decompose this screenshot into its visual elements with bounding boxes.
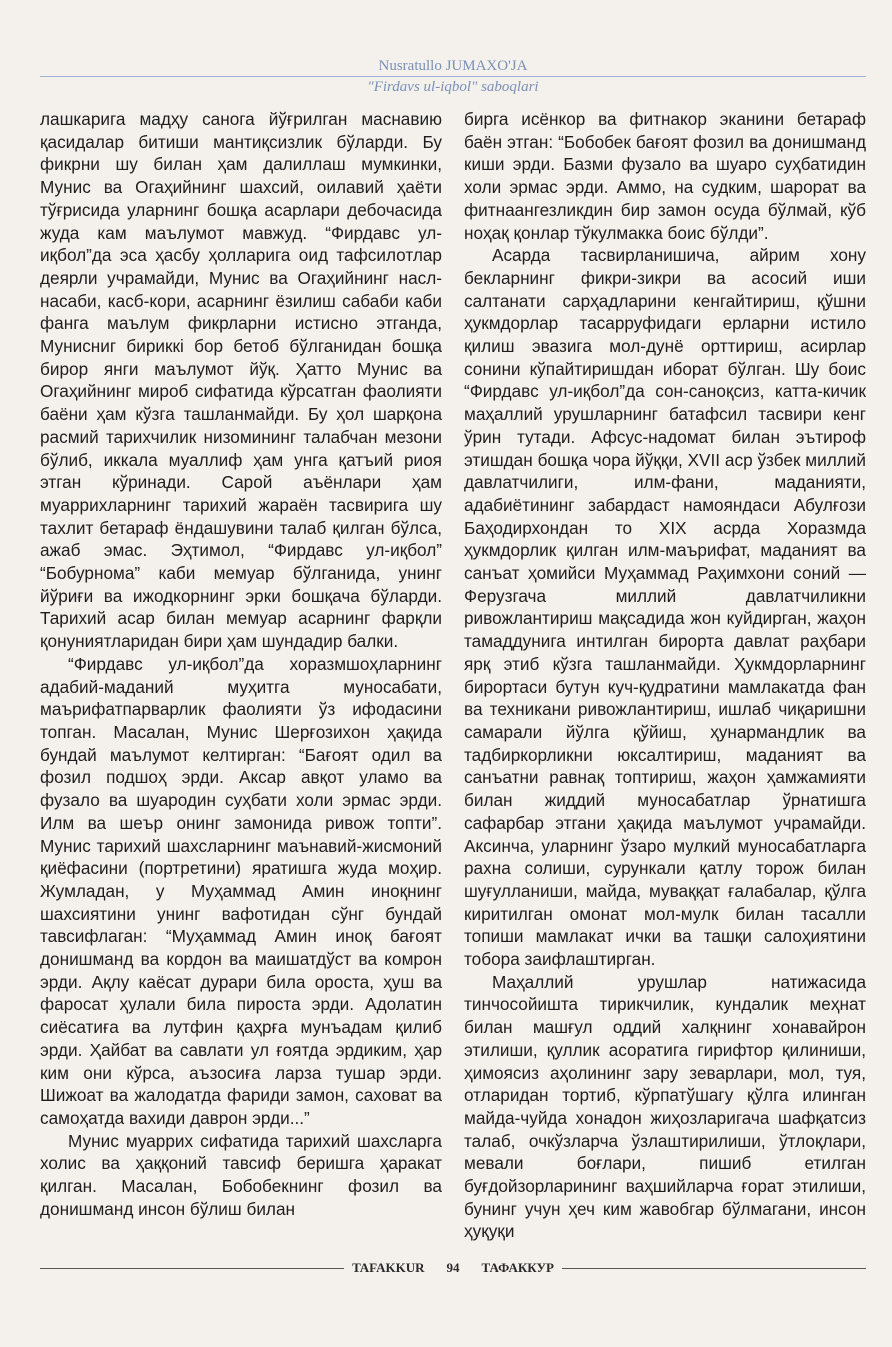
paragraph: Маҳаллий урушлар натижасида тинчосойишта тирикчилик, кундалик меҳнат билан машғул оддий халқнинг хонавайрон этилиши, қуллик асоратига гирифтор қилиниши, ҳимоясиз аҳолининг зару зеварлари, мол, туя, отларидан тортиб, кўрпатўшагу қўлга илинган майда-чуйда хонадон жиҳозларигача шафқатсиз талаб, очкўзларча ўзлаштирилиши, ўтлоқлари, мевали боғлари, пишиб етилган буғдойзорларининг ваҳшийларча ғорат этилиши, бунинг учун ҳеч ким жавобгар бўлмагани, инсон ҳуқуқи <box>464 971 866 1242</box>
footer-rule-right <box>562 1268 866 1269</box>
right-column <box>464 108 866 1243</box>
running-head-title: "Firdavs ul-iqbol" saboqlari <box>367 79 539 95</box>
paragraph: Асарда тасвирланишича, айрим хону бекларнинг фикри-зикри ва асосий иши салтанати сарҳадларини кенгайтириш, қўшни ҳукмдорлар тасарруфидаги ерларни истило қилиш эвазига мол-дунё орттириш, асирлар сонини кўпайтиришдан иборат бўлган. Шу боис “Фирдавс ул-иқбол”да сон-саноқсиз, катта-кичик маҳаллий урушларнинг батафсил тасвири кенг ўрин тутади. Афсус-надомат билан эътироф этишдан бошқа чора йўққи, XVII аср ўзбек миллий давлатчилиги, илм-фани, маданияти, адабиётининг забардаст намояндаси Абулғози Баҳодирхондан то XIX асрда Хоразмда ҳукмдорлик қилган илм-маърифат, маданият ва санъат ҳомийси Муҳаммад Раҳимхони соний — Ферузгача миллий давлатчиликни ривожлантириш мақсадида жон куйдирган, жаҳон тамаддунига интилган бирорта давлат раҳбари ярқ этиб кўзга ташланмайди. Ҳукмдорларнинг бирортаси бутун куч-қудратини мамлакатда фан ва техникани ривожлантириш, ишлаб чиқаришни самарали йўлга қўйиш, ҳунармандлик ва тадбиркорликни юксалтириш, маданият ва санъатни равнақ топтириш, жаҳон ҳамжамияти билан жиддий муносабатлар ўрнатишга сафарбар этгани ҳақида маълумот учрамайди. Аксинча, уларнинг ўзаро мулкий муносабатларга рахна солиши, сурункали қатлу торож билан шуғулланиши, майда, муваққат ғалабалар, қўлга киритилган омонат мол-мулк билан тасалли топиши мамлакат ички ва ташқи салоҳиятини тобора заифлаштирган. <box>464 245 866 970</box>
page-number: 94 <box>446 1260 460 1275</box>
page-header <box>40 58 866 96</box>
footer-journal-latin: TAFAKKUR <box>352 1260 425 1275</box>
paragraph: Мунис муаррих сифатида тарихий шахсларга холис ва ҳаққоний тавсиф беришга ҳаракат қилган. Масалан, Бобобекнинг фозил ва донишманд инсон бўлиш билан <box>40 1130 442 1219</box>
header-rule <box>40 76 866 77</box>
page-footer <box>40 1260 866 1276</box>
paragraph: лашкарига мадҳу санога йўғрилган маснавию қасидалар битиши мантиқсизлик бўларди. Бу фикрни шу билан ҳам далиллаш мумкинки, Мунис ва Огаҳийнинг шахсий, оилавий ҳаёти тўғрисида уларнинг бошқа асарлари дебочасида жуда кам маълумот мавжуд. “Фирдавс ул-иқбол”да эса ҳасбу ҳолларига оид тафсилотлар деярли учрамайди, Мунис ва Огаҳийнинг насл-насаби, касб-кори, асарнинг ёзилиш сабаби каби фанга маълум фикрларни истисно этганда, Мунисниг бириккі бор бетоб бўлганидан бошқа бирор янги маълумот йўқ. Ҳатто Мунис ва Огаҳийнинг мироб сифатида кўрсатган фаолияти баёни ҳам кўзга ташланмайди. Бу ҳол шарқона расмий тарихчилик низомининг талабчан мезони бўлиб, иккала муаллиф ҳам унга қатъий риоя этган кўринади. Сарой аъёнлари ҳам муаррихларнинг тарихий жараён тасвирига шу тахлит бетараф ёндашувини талаб қилган бўлса, ажаб эмас. Эҳтимол, “Фирдавс ул-иқбол” “Бобурнома” каби мемуар бўлганида, унинг йўриғи ва ижодкорнинг эрки бошқача бўларди. Тарихий асар билан мемуар асарнинг фарқли қонуниятларидан бири ҳам шундадир балки. <box>40 109 442 652</box>
paragraph: “Фирдавс ул-иқбол”да хоразмшоҳларнинг адабий-маданий муҳитга муносабати, маърифатпарварлик фаолияти ўз ифодасини топган. Масалан, Мунис Шерғозихон ҳақида бундай маълумот келтирган: “Бағоят одил ва фозил подшоҳ эрди. Аксар авқот уламо ва фузало ва шуародин суҳбати холи эрмас эрди. Илм ва шеър онинг замонида ривож топти”. Мунис тарихий шахсларнинг маънавий-жисмоний қиёфасини (портретини) яратишга жуда моҳир. Жумладан, у Муҳаммад Амин иноқнинг шахсиятини унинг вафотидан сўнг бундай тавсифлаган: “Муҳаммад Амин иноқ бағоят донишманд ва кордон ва маишатдўст ва комрон эрди. Ақлу каёсат дурари била ороста, ҳуш ва фаросат ҳулали била пироста эрди. Адолатин сиёсатиға ва лутфин қаҳрға мунъадам қилиб эрди. Ҳайбат ва савлати ул ғоятда эрдиким, ҳар ким они кўрса, аъзосиға ларза тушар эрди. Шижоат ва жалодатда фариди замон, саховат ва самоҳатда вахиди даврон эрди...” <box>40 653 442 1128</box>
running-head-author: Nusratullo JUMAXO'JA <box>378 58 528 74</box>
footer-journal-cyrillic: ТАФАККУР <box>481 1260 554 1275</box>
footer-rule-left <box>40 1268 344 1269</box>
left-column <box>40 108 442 1220</box>
paragraph: бирга исёнкор ва фитнакор эканини бетараф баён этган: “Бобобек бағоят фозил ва донишманд киши эрди. Базми фузало ва шуаро суҳбатидин холи эрмас эрди. Аммо, на судким, шарорат ва фитнаангезликдин бир замон осуда бўлмай, кўб ноҳақ қонлар тўкулмакка боис бўлди”. <box>464 109 866 243</box>
